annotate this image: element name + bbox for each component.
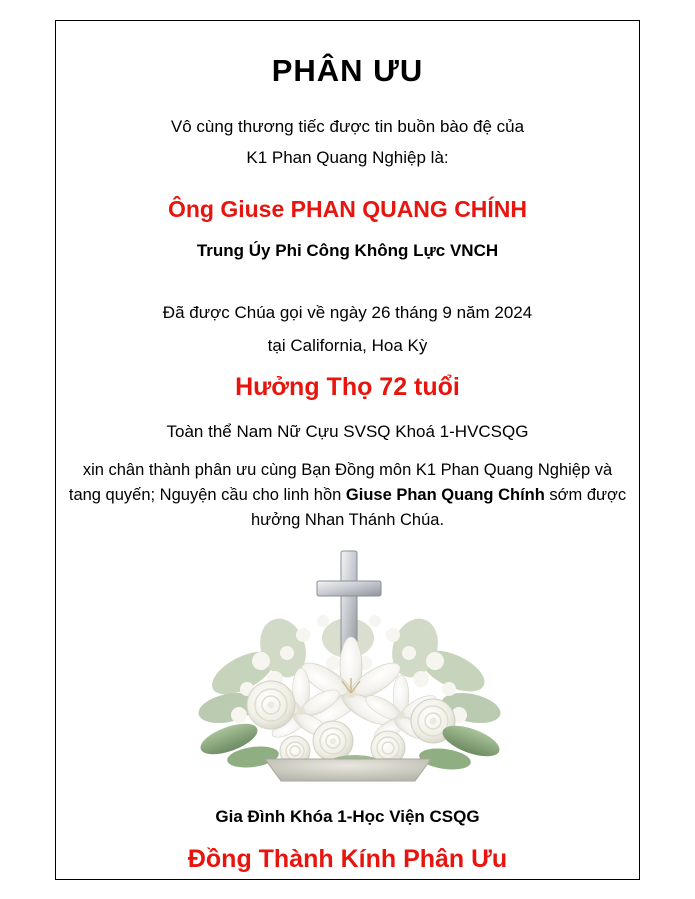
- intro-line-2: K1 Phan Quang Nghiệp là:: [246, 147, 449, 167]
- flower-container: [265, 759, 431, 781]
- obituary-card: [55, 20, 640, 880]
- family-line: Gia Đình Khóa 1-Học Viện CSQG: [215, 806, 480, 826]
- condolence-text-part-2: sớm được hưởng Nhan Thánh Chúa.: [250, 486, 627, 529]
- association-line: Toàn thể Nam Nữ Cựu SVSQ Khoá 1-HVCSQG: [166, 422, 529, 442]
- flower-arrangement-svg: [183, 543, 513, 783]
- condolence-name-bold: Giuse Phan Quang Chính: [345, 486, 545, 505]
- condolence-paragraph: [68, 458, 628, 532]
- intro-line-1: Vô cùng thương tiếc được tin buồn bào đệ của: [170, 117, 525, 137]
- page-title: PHÂN ƯU: [271, 53, 424, 88]
- condolence-text-part-1: xin chân thành phân ưu cùng Bạn Đồng môn K1 Phan Quang Nghiệp và tang quyến; Nguyện cầu cho linh hồn: [68, 461, 613, 505]
- flower-arrangement-image: [183, 543, 513, 783]
- passing-place: tại California, Hoa Kỳ: [267, 336, 428, 356]
- age-at-death: Hưởng Thọ 72 tuổi: [235, 373, 460, 402]
- deceased-name: Ông Giuse PHAN QUANG CHÍNH: [167, 196, 528, 223]
- deceased-rank: Trung Úy Phi Công Không Lực VNCH: [196, 241, 499, 261]
- closing-line: Đồng Thành Kính Phân Ưu: [187, 844, 508, 873]
- passing-date: Đã được Chúa gọi về ngày 26 tháng 9 năm 2024: [162, 303, 533, 323]
